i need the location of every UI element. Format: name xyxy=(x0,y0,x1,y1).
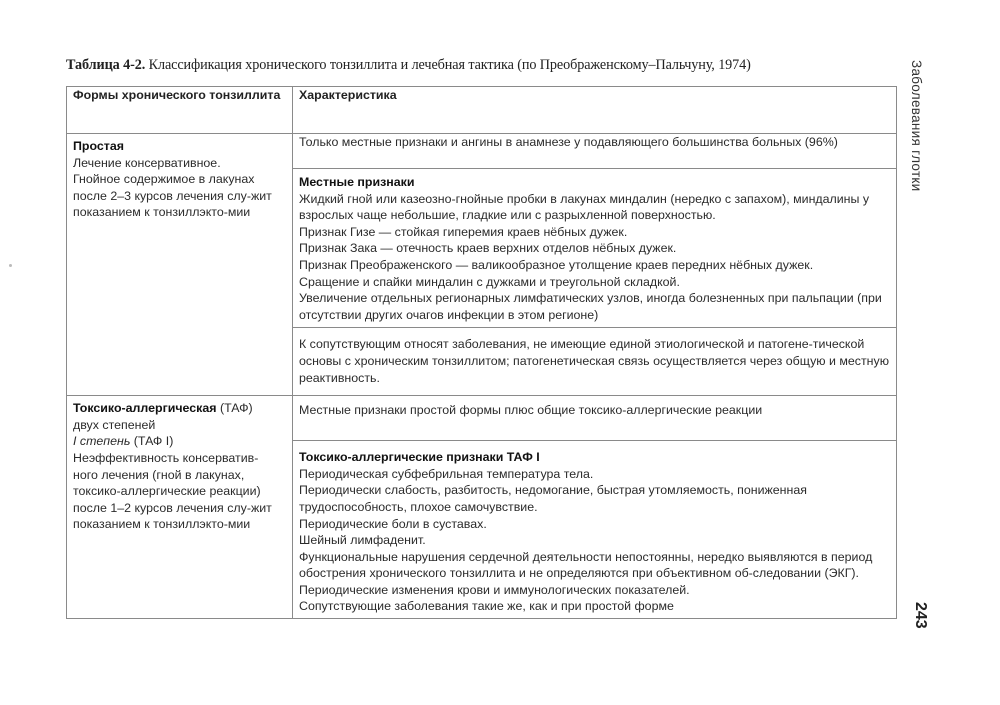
taf-c1: Местные признаки простой формы плюс общие токсико-аллергические реакции xyxy=(293,396,897,441)
table-row xyxy=(67,134,897,169)
list-item: Периодически слабость, разбитость, недомогание, быстрая утомляемость, пониженная трудоспособность, плохое самочувствие. xyxy=(299,483,807,514)
list-item: Периодические изменения крови и иммунологических показателей. xyxy=(299,582,690,597)
list-item: Признак Гизе — стойкая гиперемия краев нёбных дужек. xyxy=(299,224,628,239)
taf-form-name: Токсико-аллергическая xyxy=(73,401,217,416)
simple-c1: Только местные признаки и ангины в анамнезе у подавляющего большинства больных (96%) xyxy=(293,134,897,169)
taf-degrees: двух степеней xyxy=(73,417,156,432)
table-caption xyxy=(66,57,906,74)
header-row xyxy=(67,87,897,134)
simple-form-cell xyxy=(67,134,293,396)
classification-table xyxy=(66,86,897,619)
header-forms: Формы хронического тонзиллита xyxy=(67,87,293,134)
page-number: 243 xyxy=(912,602,929,629)
scan-speck xyxy=(9,264,12,267)
simple-form-treatment: Лечение консервативное. xyxy=(73,155,221,170)
list-item: Шейный лимфаденит. xyxy=(299,533,426,548)
table-row xyxy=(67,396,897,441)
simple-local-title: Местные признаки xyxy=(299,175,415,189)
section-running-title: Заболевания глотки xyxy=(909,60,924,192)
list-item: Периодические боли в суставах. xyxy=(299,516,487,531)
taf-form-abbr: (ТАФ) xyxy=(219,401,253,416)
caption-text: Классификация хронического тонзиллита и лечебная тактика (по Преображенскому–Пальчуну, 1974) xyxy=(148,57,751,73)
list-item: Признак Зака — отечность краев верхних отделов нёбных дужек. xyxy=(299,241,677,256)
taf-degree-line xyxy=(73,433,286,450)
taf-signs xyxy=(293,441,897,619)
taf-form-name-line xyxy=(73,400,286,417)
list-item: Жидкий гной или казеозно-гнойные пробки в лакунах миндалин (нередко с запахом), миндалины у взрослых чаще небольшие, гладкие или с разрыхленной поверхностью. xyxy=(299,191,870,223)
taf-indication: Неэффективность консерватив-ного лечения (гной в лакунах, токсико-аллергические реакции) после 1–2 курсов лечения слу-жит показанием к тонзиллэкто-мии xyxy=(73,450,272,532)
simple-form-indication: Гнойное содержимое в лакунах после 2–3 курсов лечения слу-жит показанием к тонзиллэкто-мии xyxy=(73,172,272,220)
simple-form-name: Простая xyxy=(73,139,124,153)
list-item: Увеличение отдельных регионарных лимфатических узлов, иногда болезненных при пальпации (при отсутствии других очагов инфекции в этом регионе) xyxy=(299,291,882,322)
simple-c3: К сопутствующим относят заболевания, не имеющие единой этиологической и патогене-тической основы с хроническим тонзиллитом; патогенетическая связь осуществляется через общую и местную реактивность. xyxy=(293,328,897,396)
taf-form-cell xyxy=(67,396,293,619)
taf-degree-abbr: (ТАФ I) xyxy=(133,434,174,449)
taf-degree-label: I степень xyxy=(73,434,131,449)
taf-signs-title: Токсико-аллергические признаки ТАФ I xyxy=(299,450,540,465)
list-item: Функциональные нарушения сердечной деятельности непостоянны, нередко выявляются в период обострения хронического тонзиллита и не определяются при объективном об-следовании (ЭКГ). xyxy=(299,549,873,581)
simple-local-signs xyxy=(293,169,897,328)
list-item: Сопутствующие заболевания такие же, как и при простой форме xyxy=(299,599,674,614)
header-characteristic: Характеристика xyxy=(293,87,897,134)
list-item: Периодическая субфебрильная температура тела. xyxy=(299,466,594,481)
caption-label: Таблица 4-2. xyxy=(66,57,146,73)
list-item: Признак Преображенского — валикообразное утолщение краев передних нёбных дужек. xyxy=(299,257,814,272)
list-item: Сращение и спайки миндалин с дужками и треугольной складкой. xyxy=(299,274,680,289)
